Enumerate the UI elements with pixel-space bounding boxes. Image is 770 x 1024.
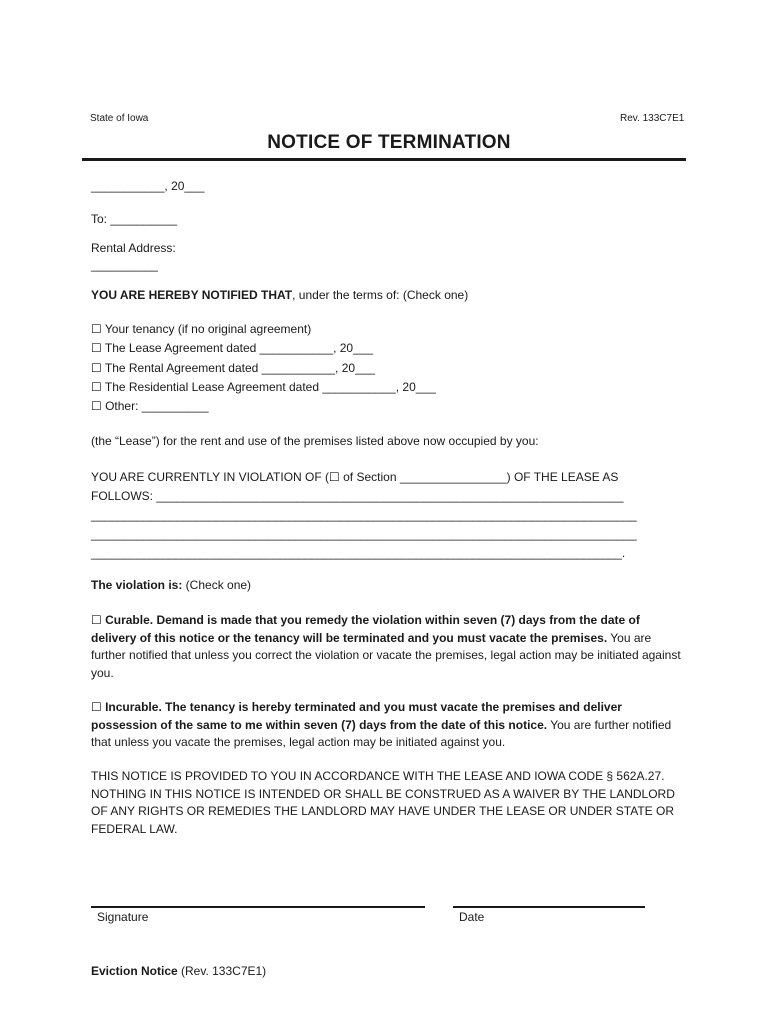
violation-line-4: ___________________________________________________________________________________ xyxy=(91,527,637,541)
curable-bold: ☐ Curable. Demand is made that you remedy the violation within seven (7) days from the date of delivery of this notice or the tenancy will be terminated and you must vacate the premises. xyxy=(91,613,640,645)
document-title: NOTICE OF TERMINATION xyxy=(267,132,511,153)
option-lease-agreement: ☐ The Lease Agreement dated ___________, 20___ xyxy=(91,341,374,356)
state-label: State of Iowa xyxy=(90,113,149,124)
footer-rest: (Rev. 133C7E1) xyxy=(177,964,267,978)
notified-rest: , under the terms of: (Check one) xyxy=(292,288,469,302)
notified-line xyxy=(91,286,468,305)
violation-line-5: __________________________________________________________________________________. xyxy=(91,546,625,560)
incurable-rest: You are further notified that unless you vacate the premises, legal action may be initiated against you. xyxy=(91,717,672,749)
rental-address-field: __________ xyxy=(91,258,158,272)
legal-notice-paragraph: THIS NOTICE IS PROVIDED TO YOU IN ACCORDANCE WITH THE LEASE AND IOWA CODE § 562A.27. NOTHING IN THIS NOTICE IS INTENDED OR SHALL BE CONSTRUED AS A WAIVER BY THE LANDLORD OF ANY RIGHTS OR REMEDIES THE LANDLORD MAY HAVE UNDER THE LEASE OR UNDER STATE OR FEDERAL LAW. xyxy=(91,769,675,836)
incurable-paragraph xyxy=(91,699,687,752)
lease-sentence: (the “Lease”) for the rent and use of the premises listed above now occupied by you: xyxy=(91,434,539,448)
violation-line-1: YOU ARE CURRENTLY IN VIOLATION OF (☐ of Section ________________) OF THE LEASE AS xyxy=(91,470,619,484)
date-label: Date xyxy=(459,910,485,924)
violation-is-bold: The violation is: xyxy=(91,578,183,592)
violation-line-3: ___________________________________________________________________________________ xyxy=(91,508,637,522)
signature-label: Signature xyxy=(97,910,149,924)
violation-line-2: FOLLOWS: ______________________________________________________________________ xyxy=(91,489,624,503)
curable-paragraph xyxy=(91,612,687,682)
option-rental-agreement: ☐ The Rental Agreement dated ___________, 20___ xyxy=(91,360,376,375)
date-field: ___________, 20___ xyxy=(91,179,205,193)
violation-is-line xyxy=(91,576,251,595)
footer-bold: Eviction Notice xyxy=(91,964,178,978)
to-field: To: __________ xyxy=(91,212,178,226)
option-tenancy: ☐ Your tenancy (if no original agreement) xyxy=(91,322,312,336)
footer xyxy=(91,962,266,981)
option-residential-lease: ☐ The Residential Lease Agreement dated ___________, 20___ xyxy=(91,379,436,394)
curable-rest: You are further notified that unless you correct the violation or vacate the premises, legal action may be initiated against you. xyxy=(91,630,681,680)
rental-address-label: Rental Address: xyxy=(91,241,176,255)
violation-is-rest: (Check one) xyxy=(182,578,252,592)
incurable-bold: ☐ Incurable. The tenancy is hereby terminated and you must vacate the premises and deliver possession of the same to me within seven (7) days from the date of this notice. xyxy=(91,700,622,732)
option-other: ☐ Other: __________ xyxy=(91,399,209,414)
notified-bold: YOU ARE HEREBY NOTIFIED THAT xyxy=(91,288,293,302)
revision-label: Rev. 133C7E1 xyxy=(620,113,685,124)
title-rule xyxy=(82,158,686,161)
lease-options-list xyxy=(91,320,436,416)
